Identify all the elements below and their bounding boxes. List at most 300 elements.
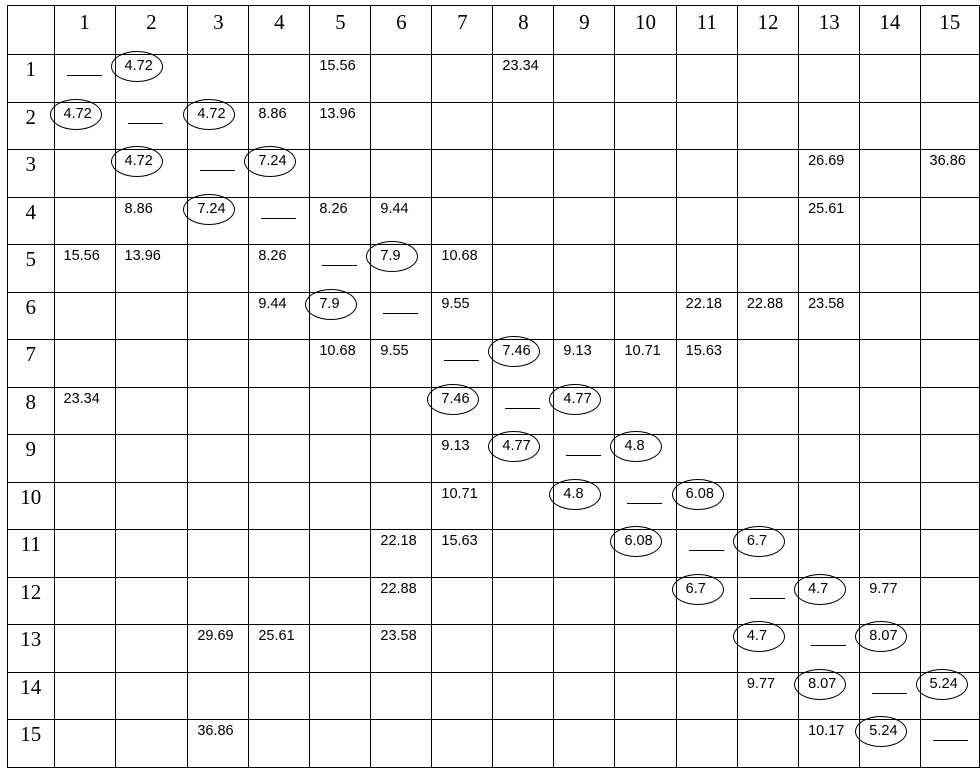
matrix-cell [799, 292, 860, 340]
matrix-cell [799, 435, 860, 483]
cell-value: 8.26 [319, 200, 348, 217]
matrix-cell [737, 55, 798, 103]
matrix-cell [615, 482, 676, 530]
cell-value: 13.96 [124, 248, 161, 264]
matrix-cell [920, 625, 979, 673]
diagonal-dash [566, 455, 601, 456]
matrix-cell [920, 55, 979, 103]
matrix-cell [615, 530, 676, 578]
cell-value: 10.71 [441, 485, 478, 502]
matrix-cell [493, 150, 554, 198]
matrix-cell [249, 482, 310, 530]
matrix-cell [737, 625, 798, 673]
matrix-cell [676, 197, 737, 245]
matrix-cell [920, 340, 979, 388]
matrix-cell [249, 577, 310, 625]
column-header-7: 7 [432, 6, 493, 55]
matrix-cell [188, 102, 249, 150]
matrix-cell [860, 625, 920, 673]
cell-value: 9.55 [380, 343, 409, 359]
cell-value: 15.56 [63, 248, 100, 264]
matrix-cell [554, 625, 615, 673]
matrix-cell [554, 55, 615, 103]
matrix-cell [115, 245, 188, 293]
circled-value: 4.8 [624, 438, 645, 454]
matrix-cell [432, 340, 493, 388]
circled-value: 4.72 [124, 153, 153, 169]
cell-value: 8.86 [258, 105, 287, 122]
matrix-cell [920, 292, 979, 340]
matrix-cell [493, 292, 554, 340]
matrix-cell [115, 530, 188, 578]
matrix-cell [493, 577, 554, 625]
matrix-cell [799, 577, 860, 625]
matrix-cell [188, 435, 249, 483]
cell-value: 15.63 [685, 343, 722, 359]
circled-value: 8.07 [808, 675, 837, 692]
circled-value: 7.46 [441, 390, 470, 407]
cell-value: 9.13 [563, 343, 592, 359]
matrix-cell [737, 720, 798, 768]
matrix-cell [249, 625, 310, 673]
column-header-12: 12 [737, 6, 798, 55]
matrix-cell [371, 197, 432, 245]
matrix-cell [554, 245, 615, 293]
matrix-cell [737, 150, 798, 198]
table-row [8, 482, 980, 530]
circled-value: 7.9 [319, 295, 340, 312]
matrix-cell [310, 55, 371, 103]
matrix-cell [115, 577, 188, 625]
matrix-cell [188, 720, 249, 768]
diagonal-dash [261, 218, 296, 219]
matrix-cell [54, 55, 115, 103]
matrix-cell [54, 720, 115, 768]
column-header-8: 8 [493, 6, 554, 55]
matrix-cell [310, 530, 371, 578]
cell-value: 23.58 [808, 295, 845, 312]
matrix-cell [615, 197, 676, 245]
cell-value: 10.68 [319, 343, 356, 359]
matrix-cell [920, 577, 979, 625]
row-header-9: 9 [8, 435, 55, 483]
cell-value: 10.71 [624, 343, 661, 359]
circled-value: 7.24 [258, 153, 287, 169]
matrix-cell [188, 577, 249, 625]
matrix-cell [615, 150, 676, 198]
matrix-cell [188, 197, 249, 245]
row-header-8: 8 [8, 387, 55, 435]
matrix-cell [432, 292, 493, 340]
table-row [8, 530, 980, 578]
matrix-cell [115, 55, 188, 103]
matrix-cell [615, 102, 676, 150]
matrix-cell [115, 387, 188, 435]
matrix-cell [310, 102, 371, 150]
matrix-cell [432, 625, 493, 673]
table-row [8, 435, 980, 483]
matrix-cell [799, 245, 860, 293]
circled-value: 4.7 [746, 628, 768, 644]
circled-value: 6.08 [624, 533, 653, 549]
circled-value: 7.9 [380, 248, 401, 264]
matrix-cell [310, 625, 371, 673]
matrix-cell [188, 292, 249, 340]
matrix-cell [615, 672, 676, 720]
table-row [8, 292, 980, 340]
matrix-cell [920, 245, 979, 293]
matrix-cell [860, 197, 920, 245]
column-header-5: 5 [310, 6, 371, 55]
matrix-cell [615, 720, 676, 768]
matrix-cell [737, 482, 798, 530]
cell-value: 22.18 [380, 533, 417, 549]
matrix-cell [115, 292, 188, 340]
matrix-cell [860, 55, 920, 103]
matrix-cell [920, 530, 979, 578]
matrix-cell [249, 102, 310, 150]
matrix-cell [54, 292, 115, 340]
cell-value: 23.34 [63, 390, 100, 407]
table-row [8, 720, 980, 768]
row-header-11: 11 [8, 530, 55, 578]
matrix-cell [432, 530, 493, 578]
matrix-cell [188, 672, 249, 720]
matrix-cell [493, 245, 554, 293]
column-header-1: 1 [54, 6, 115, 55]
matrix-cell [493, 482, 554, 530]
matrix-cell [249, 672, 310, 720]
matrix-cell [432, 720, 493, 768]
matrix-cell [554, 672, 615, 720]
matrix-cell [371, 387, 432, 435]
matrix-cell [615, 340, 676, 388]
diagonal-dash [444, 360, 479, 361]
cell-value: 23.34 [502, 58, 539, 74]
matrix-cell [554, 102, 615, 150]
diagonal-dash [872, 693, 907, 694]
cell-value: 8.86 [124, 200, 153, 217]
matrix-cell [554, 150, 615, 198]
column-header-6: 6 [371, 6, 432, 55]
cell-value: 25.61 [258, 628, 295, 644]
matrix-cell [371, 577, 432, 625]
cell-value: 22.88 [380, 580, 417, 597]
matrix-cell [554, 530, 615, 578]
cell-value: 26.69 [808, 153, 845, 169]
matrix-cell [860, 292, 920, 340]
matrix-cell [493, 625, 554, 673]
column-header-10: 10 [615, 6, 676, 55]
matrix-cell [54, 387, 115, 435]
matrix-cell [188, 625, 249, 673]
matrix-cell [676, 530, 737, 578]
matrix-cell [493, 197, 554, 245]
matrix-cell [493, 102, 554, 150]
matrix-cell [676, 625, 737, 673]
matrix-cell [310, 720, 371, 768]
matrix-cell [493, 340, 554, 388]
matrix-cell [799, 482, 860, 530]
matrix-cell [188, 387, 249, 435]
matrix-cell [676, 150, 737, 198]
matrix-cell [799, 387, 860, 435]
matrix-cell [54, 530, 115, 578]
matrix-cell [371, 435, 432, 483]
circled-value: 4.8 [563, 485, 584, 502]
matrix-cell [249, 340, 310, 388]
matrix-cell [188, 55, 249, 103]
distance-matrix-table [7, 5, 980, 768]
matrix-cell [188, 340, 249, 388]
matrix-cell [54, 150, 115, 198]
matrix-cell [432, 577, 493, 625]
matrix-cell [493, 720, 554, 768]
matrix-cell [799, 625, 860, 673]
circled-value: 7.24 [197, 200, 226, 217]
matrix-cell [371, 245, 432, 293]
diagonal-dash [322, 265, 357, 266]
column-header-4: 4 [249, 6, 310, 55]
matrix-cell [188, 245, 249, 293]
row-header-13: 13 [8, 625, 55, 673]
matrix-cell [54, 672, 115, 720]
column-header-15: 15 [920, 6, 979, 55]
cell-value: 9.44 [258, 295, 287, 312]
matrix-cell [737, 245, 798, 293]
matrix-cell [615, 55, 676, 103]
diagonal-dash [627, 503, 662, 504]
matrix-cell [676, 482, 737, 530]
matrix-cell [676, 102, 737, 150]
diagonal-dash [505, 408, 540, 409]
matrix-cell [371, 482, 432, 530]
table-row [8, 197, 980, 245]
circled-value: 4.72 [124, 58, 153, 74]
diagonal-dash [750, 598, 785, 599]
matrix-cell [799, 720, 860, 768]
matrix-cell [860, 387, 920, 435]
circled-value: 7.46 [502, 343, 531, 359]
matrix-cell [249, 292, 310, 340]
matrix-cell [676, 435, 737, 483]
cell-value: 13.96 [319, 105, 356, 122]
matrix-cell [371, 292, 432, 340]
matrix-cell [860, 150, 920, 198]
circled-value: 4.72 [197, 105, 226, 122]
matrix-cell [115, 150, 188, 198]
matrix-cell [860, 530, 920, 578]
cell-value: 23.58 [380, 628, 417, 644]
cell-value: 10.17 [808, 723, 845, 739]
diagonal-dash [383, 313, 418, 314]
matrix-cell [249, 387, 310, 435]
cell-value: 25.61 [808, 200, 845, 217]
matrix-cell [432, 387, 493, 435]
circled-value: 6.08 [685, 485, 714, 502]
matrix-cell [920, 197, 979, 245]
row-header-3: 3 [8, 150, 55, 198]
matrix-cell [249, 720, 310, 768]
matrix-cell [249, 197, 310, 245]
matrix-cell [310, 150, 371, 198]
matrix-cell [54, 197, 115, 245]
row-header-6: 6 [8, 292, 55, 340]
matrix-cell [920, 102, 979, 150]
circled-value: 6.7 [685, 580, 706, 597]
matrix-cell [920, 482, 979, 530]
cell-value: 15.63 [441, 533, 478, 549]
matrix-cell [860, 245, 920, 293]
circled-value: 6.7 [746, 533, 768, 549]
cell-value: 36.86 [929, 153, 966, 169]
row-header-7: 7 [8, 340, 55, 388]
matrix-cell [54, 245, 115, 293]
matrix-cell [432, 435, 493, 483]
circled-value: 4.72 [63, 105, 92, 122]
row-header-4: 4 [8, 197, 55, 245]
matrix-cell [615, 387, 676, 435]
matrix-cell [54, 340, 115, 388]
cell-value: 9.77 [869, 580, 898, 597]
matrix-cell [554, 482, 615, 530]
matrix-cell [737, 340, 798, 388]
matrix-cell [554, 387, 615, 435]
cell-value: 22.18 [685, 295, 722, 312]
matrix-cell [615, 435, 676, 483]
matrix-cell [860, 435, 920, 483]
matrix-cell [188, 482, 249, 530]
column-header-row [8, 6, 980, 55]
cell-value: 29.69 [197, 628, 234, 644]
matrix-cell [432, 55, 493, 103]
matrix-cell [310, 245, 371, 293]
matrix-cell [737, 387, 798, 435]
matrix-cell [615, 245, 676, 293]
matrix-cell [432, 102, 493, 150]
matrix-cell [554, 292, 615, 340]
diagonal-dash [933, 740, 968, 741]
table-row [8, 102, 980, 150]
diagonal-dash [689, 550, 724, 551]
matrix-cell [737, 530, 798, 578]
table-row [8, 340, 980, 388]
row-header-15: 15 [8, 720, 55, 768]
table-row [8, 387, 980, 435]
matrix-cell [115, 720, 188, 768]
matrix-cell [371, 150, 432, 198]
column-header-2: 2 [115, 6, 188, 55]
matrix-cell [920, 150, 979, 198]
circled-value: 8.07 [869, 628, 898, 644]
matrix-cell [860, 482, 920, 530]
matrix-cell [860, 577, 920, 625]
matrix-cell [310, 197, 371, 245]
matrix-cell [737, 672, 798, 720]
matrix-cell [799, 530, 860, 578]
matrix-cell [799, 55, 860, 103]
cell-value: 15.56 [319, 58, 356, 74]
column-header-3: 3 [188, 6, 249, 55]
matrix-cell [493, 530, 554, 578]
matrix-cell [249, 435, 310, 483]
matrix-cell [554, 435, 615, 483]
matrix-cell [860, 340, 920, 388]
matrix-cell [737, 197, 798, 245]
matrix-cell [310, 672, 371, 720]
matrix-cell [799, 197, 860, 245]
circled-value: 5.24 [929, 675, 958, 692]
matrix-cell [920, 672, 979, 720]
matrix-cell [799, 672, 860, 720]
matrix-cell [371, 530, 432, 578]
cell-value: 36.86 [197, 723, 234, 739]
matrix-cell [115, 482, 188, 530]
matrix-cell [432, 245, 493, 293]
matrix-cell [737, 102, 798, 150]
matrix-cell [54, 482, 115, 530]
matrix-cell [310, 577, 371, 625]
matrix-cell [310, 482, 371, 530]
table-row [8, 245, 980, 293]
matrix-cell [554, 340, 615, 388]
matrix-cell [115, 340, 188, 388]
matrix-cell [920, 387, 979, 435]
table-row [8, 150, 980, 198]
matrix-cell [554, 720, 615, 768]
table-row [8, 625, 980, 673]
matrix-cell [115, 672, 188, 720]
row-header-12: 12 [8, 577, 55, 625]
matrix-cell [493, 435, 554, 483]
matrix-cell [188, 150, 249, 198]
matrix-cell [115, 625, 188, 673]
matrix-cell [737, 292, 798, 340]
diagonal-dash [811, 645, 846, 646]
circled-value: 4.77 [563, 390, 592, 407]
matrix-cell [676, 387, 737, 435]
circled-value: 4.7 [808, 580, 829, 597]
matrix-cell [615, 577, 676, 625]
matrix-cell [799, 150, 860, 198]
matrix-cell [432, 672, 493, 720]
matrix-cell [115, 435, 188, 483]
matrix-cell [493, 55, 554, 103]
column-header-14: 14 [860, 6, 920, 55]
matrix-cell [249, 245, 310, 293]
column-header-11: 11 [676, 6, 737, 55]
table-row [8, 672, 980, 720]
row-header-5: 5 [8, 245, 55, 293]
matrix-cell [676, 245, 737, 293]
corner-cell [8, 6, 55, 55]
matrix-cell [115, 197, 188, 245]
matrix-cell [615, 625, 676, 673]
matrix-cell [737, 577, 798, 625]
matrix-cell [676, 672, 737, 720]
matrix-cell [310, 292, 371, 340]
matrix-cell [115, 102, 188, 150]
matrix-cell [799, 102, 860, 150]
matrix-cell [371, 720, 432, 768]
matrix-cell [676, 577, 737, 625]
matrix-cell [310, 435, 371, 483]
matrix-cell [249, 55, 310, 103]
diagonal-dash [200, 170, 235, 171]
matrix-cell [371, 340, 432, 388]
matrix-cell [676, 720, 737, 768]
matrix-cell [432, 482, 493, 530]
